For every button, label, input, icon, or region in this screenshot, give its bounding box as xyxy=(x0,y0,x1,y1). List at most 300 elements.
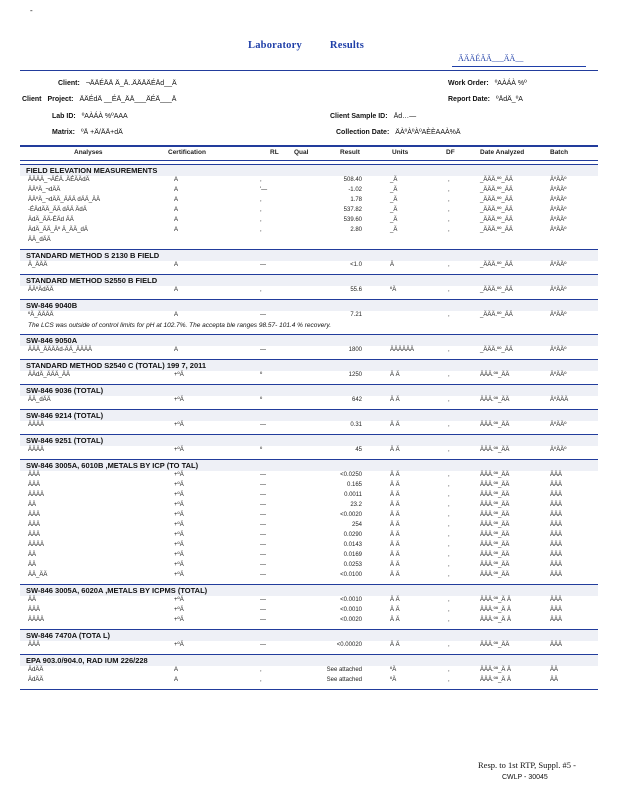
cell-rl: , xyxy=(260,287,262,293)
cell-df: , xyxy=(448,552,450,558)
cell-df: , xyxy=(448,217,450,223)
cell-cert: +ºÄ xyxy=(174,502,184,508)
cell-df: , xyxy=(448,667,450,673)
cell-result: 0.0253 xyxy=(343,562,362,568)
cell-cert: +ºÄ xyxy=(174,617,184,623)
cell-units: Ä Ä xyxy=(390,502,400,508)
cell-analyte: -ÉÄdÄÄ_ÄÄ dÄÄ ÄdÄ xyxy=(28,207,87,213)
cell-rl: — xyxy=(260,552,266,558)
cell-result: 0.0011 xyxy=(344,492,362,498)
cell-cert: +ºÄ xyxy=(174,607,184,613)
cell-result: 0.165 xyxy=(346,482,362,488)
cell-date: ÄÄÄ.ºº_Ä Ä xyxy=(480,677,512,683)
cell-df: , xyxy=(448,312,450,318)
cell-cert: +ºÄ xyxy=(174,472,184,478)
cell-rl: — xyxy=(260,312,266,318)
cell-cert: +ºÄ xyxy=(174,532,184,538)
col-df: DF xyxy=(446,149,455,156)
cell-batch: ÄºÄÄº xyxy=(550,197,567,203)
table-row xyxy=(22,597,598,607)
section-header: SW-846 9251 (TOTAL) xyxy=(20,434,598,446)
cell-analyte: ÄÄÄ_ÄÄÄÄd-ÄÄ_ÄÄÄÄ xyxy=(28,347,93,353)
cell-result: 642 xyxy=(351,397,362,403)
cell-batch: ÄÄÄ xyxy=(550,597,563,603)
cell-analyte: ÄÄºÄdÄÄ xyxy=(28,287,54,293)
cell-date: ÄÄÄ.ºº_ÄÄ xyxy=(480,542,510,548)
cell-cert: A xyxy=(174,347,179,353)
table-row xyxy=(22,197,598,207)
cell-analyte: ÄÄdÄ_ÄÄÄ_ÄÄ xyxy=(28,372,71,378)
cell-analyte: ÄÄ_ÄÄ xyxy=(28,572,48,578)
cell-cert: +ºÄ xyxy=(174,552,184,558)
table-row xyxy=(22,617,598,627)
cell-rl: — xyxy=(260,512,266,518)
cell-analyte: ÄdÄÄ xyxy=(28,667,44,673)
cell-df: , xyxy=(448,262,450,268)
cell-rl: '— xyxy=(260,187,268,193)
cell-batch: ÄºÄÄº xyxy=(550,372,567,378)
cell-result: 0.0143 xyxy=(343,542,362,548)
cell-batch: ÄÄÄ xyxy=(550,642,563,648)
section-header: SW-846 9040B xyxy=(20,299,598,311)
cell-df: , xyxy=(448,287,450,293)
section-header: SW-846 7470A (TOTA L) xyxy=(20,629,598,641)
cell-batch: ÄºÄÄÄ xyxy=(550,397,569,403)
cell-date: _ÄÄÄ.ºº_ÄÄ xyxy=(480,262,513,268)
cell-analyte: ÄÄÄ xyxy=(28,472,41,478)
cell-cert: A xyxy=(174,287,179,293)
columns-rule xyxy=(20,160,598,161)
cell-analyte: Ä_ÄÄÄ xyxy=(28,262,48,268)
client-project-label: Client xyxy=(22,96,42,103)
cell-date: ÄÄÄ.ºº_ÄÄ xyxy=(480,472,510,478)
lab-id-label: Lab ID: xyxy=(52,113,76,120)
cell-cert: +ºÄ xyxy=(174,482,184,488)
project-row xyxy=(22,96,176,103)
cell-df: , xyxy=(448,482,450,488)
cell-cert: A xyxy=(174,677,179,683)
cell-date: _ÄÄÄ.ºº_ÄÄ xyxy=(480,177,513,183)
cell-df: , xyxy=(448,187,450,193)
table-row xyxy=(22,372,598,382)
cell-date: ÄÄÄ.ºº_ÄÄ xyxy=(480,482,510,488)
cell-cert: +ºÄ xyxy=(174,512,184,518)
lab-id-row xyxy=(52,113,128,120)
work-order-label: Work Order: xyxy=(448,80,489,87)
cell-df: , xyxy=(448,227,450,233)
table-end-rule xyxy=(20,689,598,690)
cell-units: Ä Ä xyxy=(390,617,400,623)
section-header: STANDARD METHOD S2540 C (TOTAL) 199 7, 2011 xyxy=(20,359,598,371)
col-units: Units xyxy=(392,149,409,156)
table-row xyxy=(22,532,598,542)
cell-analyte: ÄÄÄ xyxy=(28,522,41,528)
cell-units: Ä Ä xyxy=(390,542,400,548)
cell-cert: +ºÄ xyxy=(174,562,184,568)
client-label: Client: xyxy=(58,80,80,87)
cell-date: ÄÄÄ.ºº_ÄÄ xyxy=(480,532,510,538)
cell-df: , xyxy=(448,347,450,353)
cell-units: Ä Ä xyxy=(390,522,400,528)
page-title xyxy=(248,40,392,51)
report-date-label: Report Date: xyxy=(448,96,491,103)
cell-units: ºÄ xyxy=(390,287,397,293)
cell-df: , xyxy=(448,177,450,183)
cell-result: 0.31 xyxy=(350,422,362,428)
cell-rl: , xyxy=(260,177,262,183)
cell-units: Ä Ä xyxy=(390,482,400,488)
table-row xyxy=(22,512,598,522)
cell-cert: +ºÄ xyxy=(174,492,184,498)
cell-rl: , xyxy=(260,197,262,203)
cell-df: , xyxy=(448,642,450,648)
cell-rl: — xyxy=(260,532,266,538)
cell-cert: +ºÄ xyxy=(174,397,184,403)
cell-units: _Ä xyxy=(390,197,398,203)
section-header: EPA 903.0/904.0, RAD IUM 226/228 xyxy=(20,654,598,666)
cell-analyte: ÄdÄÄ xyxy=(28,677,44,683)
cell-date: _ÄÄÄ.ºº_ÄÄ xyxy=(480,227,513,233)
cell-units: _Ä xyxy=(390,177,398,183)
cell-batch: ÄÄÄ xyxy=(550,502,563,508)
cell-result: 254 xyxy=(351,522,362,528)
cell-result: See attached xyxy=(326,667,362,673)
cell-rl: — xyxy=(260,642,266,648)
cell-rl: — xyxy=(260,262,266,268)
cell-rl: º xyxy=(260,372,263,378)
collection-date-row xyxy=(336,129,461,136)
cell-batch: ÄÄÄ xyxy=(550,552,563,558)
cell-result: <0.0010 xyxy=(340,597,362,603)
cell-date: _ÄÄÄ.ºº_ÄÄ xyxy=(480,207,513,213)
cell-cert: +ºÄ xyxy=(174,572,184,578)
cell-result: See attached xyxy=(326,677,362,683)
cell-result: 1.78 xyxy=(350,197,362,203)
cell-result: 0.0290 xyxy=(343,532,362,538)
table-row xyxy=(22,542,598,552)
table-row xyxy=(22,422,598,432)
cell-df: , xyxy=(448,532,450,538)
col-qual: Qual xyxy=(294,149,309,156)
table-row xyxy=(22,522,598,532)
cell-date: _ÄÄÄ.ºº_ÄÄ xyxy=(480,217,513,223)
cell-batch: ÄºÄÄº xyxy=(550,177,567,183)
cell-batch: ÄºÄÄº xyxy=(550,207,567,213)
cell-units: Ä Ä xyxy=(390,492,400,498)
client-sample-row xyxy=(330,113,416,120)
cell-analyte: ÄÄÄÄ xyxy=(28,617,45,623)
cell-date: ÄÄÄ.ºº_Ä Ä xyxy=(480,597,512,603)
cell-cert: +ºÄ xyxy=(174,372,184,378)
cell-df: , xyxy=(448,447,450,453)
cell-units: Ä Ä xyxy=(390,607,400,613)
cell-batch: ÄºÄÄº xyxy=(550,347,567,353)
cell-date: ÄÄÄ.ºº_ÄÄ xyxy=(480,552,510,558)
cell-result: <0.00020 xyxy=(336,642,362,648)
cell-date: ÄÄÄ.ºº_Ä Ä xyxy=(480,667,512,673)
cell-units: ºÄ xyxy=(390,677,397,683)
cell-batch: ÄÄÄ xyxy=(550,472,563,478)
cell-date: _ÄÄÄ.ºº_ÄÄ xyxy=(480,347,513,353)
cell-batch: ÄºÄÄº xyxy=(550,312,567,318)
extra-line-text: ÄÄ_dÄÄ xyxy=(28,237,51,243)
cell-batch: ÄºÄÄº xyxy=(550,422,567,428)
cell-analyte: ÄÄÄÄ xyxy=(28,422,45,428)
cell-cert: A xyxy=(174,262,179,268)
cell-cert: A xyxy=(174,667,179,673)
header-top-rule xyxy=(20,70,598,71)
table-row xyxy=(22,667,598,677)
cell-result: 55.6 xyxy=(350,287,362,293)
cell-rl: — xyxy=(260,482,266,488)
cell-rl: , xyxy=(260,677,262,683)
collection-date-label: Collection Date: xyxy=(336,129,390,136)
cell-result: <0.0250 xyxy=(340,472,362,478)
cell-units: Ä Ä xyxy=(390,472,400,478)
report-date-row xyxy=(448,96,523,103)
top-link-underline xyxy=(452,66,586,67)
cell-batch: ÄºÄÄº xyxy=(550,227,567,233)
table-row xyxy=(22,207,598,217)
cell-df: , xyxy=(448,502,450,508)
table-row xyxy=(22,217,598,227)
lab-id-value: ºAÀÁÀ %ºAAA xyxy=(81,113,128,120)
cell-cert: A xyxy=(174,217,179,223)
cell-analyte: ÄÄÄ xyxy=(28,482,41,488)
matrix-label: Matrix: xyxy=(52,129,75,136)
cell-batch: ÄÄÄ xyxy=(550,562,563,568)
client-sample-value: Äd…— xyxy=(393,113,417,120)
cell-rl: , xyxy=(260,667,262,673)
cell-units: Ä Ä xyxy=(390,447,400,453)
cell-units: _Ä xyxy=(390,227,398,233)
table-row xyxy=(22,642,598,652)
matrix-row xyxy=(52,129,123,136)
cell-batch: ÄÄ xyxy=(550,667,559,673)
col-certification: Certification xyxy=(168,149,206,156)
cell-rl: º xyxy=(260,397,263,403)
cell-date: _ÄÄÄ.ºº_ÄÄ xyxy=(480,197,513,203)
cell-df: , xyxy=(448,472,450,478)
cell-cert: A xyxy=(174,312,179,318)
client-sample-label: Client Sample ID: xyxy=(330,113,388,120)
cell-units: Ä Ä xyxy=(390,572,400,578)
table-row xyxy=(22,262,598,272)
cell-units: _Ä xyxy=(390,187,398,193)
cell-df: , xyxy=(448,422,450,428)
cell-date: ÄÄÄ.ºº_ÄÄ xyxy=(480,512,510,518)
table-row xyxy=(22,472,598,482)
cell-result: 537.82 xyxy=(343,207,362,213)
cell-analyte: ÄÄ xyxy=(28,502,37,508)
cell-result: 539.60 xyxy=(343,217,362,223)
cell-df: , xyxy=(448,542,450,548)
cell-rl: — xyxy=(260,597,266,603)
cell-date: _ÄÄÄ.ºº_ÄÄ xyxy=(480,187,513,193)
table-row xyxy=(22,572,598,582)
cell-units: ÄÄÄÄÄÄ xyxy=(390,347,415,353)
table-row xyxy=(22,397,598,407)
cell-batch: ÄÄÄ xyxy=(550,572,563,578)
cell-rl: — xyxy=(260,347,266,353)
cell-result: <0.0020 xyxy=(340,512,362,518)
table-row xyxy=(22,552,598,562)
cell-batch: ÄÄÄ xyxy=(550,607,563,613)
corner-mark: - xyxy=(30,6,33,15)
cell-date: ÄÄÄ.ºº_ÄÄ xyxy=(480,502,510,508)
collection-date-value: ÄÀºÀºÀºAÈÈAAÀ%Ä xyxy=(395,129,461,136)
table-row xyxy=(22,447,598,457)
cell-batch: ÄÄÄ xyxy=(550,542,563,548)
cell-df: , xyxy=(448,372,450,378)
col-analyses: Analyses xyxy=(74,149,103,156)
section-header: SW-846 3005A, 6010B ,METALS BY ICP (TO TAL) xyxy=(20,459,598,471)
cell-df: , xyxy=(448,512,450,518)
table-row xyxy=(22,677,598,687)
cell-rl: — xyxy=(260,472,266,478)
cell-date: _ÄÄÄ.ºº_ÄÄ xyxy=(480,287,513,293)
title-laboratory: Laboratory xyxy=(248,40,302,51)
table-row xyxy=(22,287,598,297)
cell-batch: ÄÄ xyxy=(550,677,559,683)
cell-units: Ä Ä xyxy=(390,512,400,518)
cell-rl: — xyxy=(260,617,266,623)
cell-units: _Ä xyxy=(390,207,398,213)
col-rl: RL xyxy=(270,149,279,156)
cell-units: Ä Ä xyxy=(390,552,400,558)
table-row xyxy=(22,502,598,512)
cell-date: ÄÄÄ.ºº_ÄÄ xyxy=(480,572,510,578)
cell-result: 2.80 xyxy=(350,227,362,233)
cell-result: <0.0010 xyxy=(340,607,362,613)
cell-batch: ÄÄÄ xyxy=(550,482,563,488)
table-row xyxy=(22,227,598,237)
table-row xyxy=(22,607,598,617)
cell-units: Ä Ä xyxy=(390,372,400,378)
cell-units: Ä Ä xyxy=(390,642,400,648)
client-value: ¬ÄÄÉÄÄ Ä_Ä..ÄÄÄÄÉÄd__Ä xyxy=(85,80,177,87)
cell-units: Ä xyxy=(390,262,395,268)
cell-cert: A xyxy=(174,227,179,233)
cell-rl: — xyxy=(260,492,266,498)
cell-analyte: ÄdÄ_ÄÄ_Äº Ä_ÄÄ_dÄ xyxy=(28,227,88,233)
cell-analyte: ÄÄÄ xyxy=(28,607,41,613)
cell-batch: ÄºÄÄº xyxy=(550,447,567,453)
cell-date: ÄÄÄ.ºº_ÄÄ xyxy=(480,372,510,378)
cell-date: ÄÄÄ.ºº_ÄÄ xyxy=(480,447,510,453)
cell-units: Ä Ä xyxy=(390,397,400,403)
cell-df: , xyxy=(448,572,450,578)
cell-df: , xyxy=(448,597,450,603)
cell-result: <0.0020 xyxy=(340,617,362,623)
cell-rl: — xyxy=(260,502,266,508)
cell-df: , xyxy=(448,522,450,528)
table-row xyxy=(22,187,598,197)
table-row xyxy=(22,492,598,502)
cell-batch: ÄÄÄ xyxy=(550,512,563,518)
section-header: SW-846 3005A, 6020A ,METALS BY ICPMS (TOTAL) xyxy=(20,584,598,596)
cell-units: Ä Ä xyxy=(390,597,400,603)
cell-cert: +ºÄ xyxy=(174,597,184,603)
cell-cert: +ºÄ xyxy=(174,447,184,453)
title-results: Results xyxy=(329,40,364,51)
cell-cert: +ºÄ xyxy=(174,522,184,528)
footer-id: CWLP - 30045 xyxy=(502,774,548,781)
cell-date: ÄÄÄ.ºº_ÄÄ xyxy=(480,562,510,568)
cell-date: ÄÄÄ.ºº_ÄÄ xyxy=(480,422,510,428)
cell-cert: A xyxy=(174,207,179,213)
section-header: SW-846 9214 (TOTAL) xyxy=(20,409,598,421)
cell-analyte: ÄÄÄÄ xyxy=(28,542,45,548)
cell-df: , xyxy=(448,492,450,498)
cell-units: Ä Ä xyxy=(390,562,400,568)
cell-result: -1.02 xyxy=(348,187,362,193)
cell-result: 0.0169 xyxy=(343,552,362,558)
cell-batch: ÄºÄÄº xyxy=(550,217,567,223)
col-result: Result xyxy=(340,149,360,156)
table-row xyxy=(22,562,598,572)
cell-batch: ÄÄÄ xyxy=(550,617,563,623)
cell-result: 508.40 xyxy=(343,177,362,183)
cell-rl: , xyxy=(260,227,262,233)
cell-rl: º xyxy=(260,447,263,453)
cell-analyte: ÄÄÄ xyxy=(28,512,41,518)
cell-analyte: ÄÄ xyxy=(28,562,37,568)
cell-date: _ÄÄÄ.ºº_ÄÄ xyxy=(480,312,513,318)
cell-units: ºÄ xyxy=(390,667,397,673)
section-header: STANDARD METHOD S2550 B FIELD xyxy=(20,274,598,286)
cell-rl: , xyxy=(260,207,262,213)
cell-rl: — xyxy=(260,422,266,428)
cell-result: <0.0100 xyxy=(340,572,362,578)
cell-rl: , xyxy=(260,217,262,223)
client-row xyxy=(58,80,177,87)
cell-analyte: ÄÄ xyxy=(28,597,37,603)
cell-analyte: ÄdÄ_ÄÄ-ÉÄd ÄÄ xyxy=(28,217,74,223)
section-header: SW-846 9050A xyxy=(20,334,598,346)
table-row xyxy=(22,312,598,322)
cell-analyte: ÄÄºÄ_¬dÄÄ_ÄÄÄ dÄÄ_ÄÄ xyxy=(28,197,101,203)
cell-date: ÄÄÄ.ºº_ÄÄ xyxy=(480,492,510,498)
cell-result: 45 xyxy=(355,447,362,453)
cell-date: ÄÄÄ.ºº_ÄÄ xyxy=(480,522,510,528)
section-header: STANDARD METHOD S 2130 B FIELD xyxy=(20,249,598,261)
cell-batch: ÄºÄÄº xyxy=(550,287,567,293)
cell-date: ÄÄÄ.ºº_Ä Ä xyxy=(480,607,512,613)
table-row xyxy=(22,177,598,187)
col-batch: Batch xyxy=(550,149,569,156)
col-date-analyzed: Date Analyzed xyxy=(480,149,525,156)
cell-rl: — xyxy=(260,607,266,613)
cell-analyte: ÄÄºÄ_¬dÄÄ xyxy=(28,187,61,193)
cell-rl: — xyxy=(260,562,266,568)
cell-cert: +ºÄ xyxy=(174,542,184,548)
section-extra-line xyxy=(22,237,598,247)
footer-text: Resp. to 1st RTP, Suppl. #5 - xyxy=(478,760,576,770)
cell-cert: +ºÄ xyxy=(174,642,184,648)
cell-df: , xyxy=(448,677,450,683)
cell-analyte: ºÄ_ÄÄÄÄ xyxy=(28,312,54,318)
cell-analyte: ÄÄÄÄ xyxy=(28,447,45,453)
cell-batch: ÄÄÄ xyxy=(550,532,563,538)
project-value: ÄÄÉdÄ __ÉÄ_ÄÄ___ÄÉÄ___Ä xyxy=(79,96,177,103)
cell-result: <1.0 xyxy=(350,262,362,268)
section-note: The LCS was outside of control limits for pH at 102.7%. The accepta ble ranges 98.57- 101.4 % recovery. xyxy=(28,322,332,329)
top-link[interactable]: ÄÄÄÉÄÄ___ÄÄ__ xyxy=(458,54,524,63)
cell-df: , xyxy=(448,207,450,213)
cell-analyte: ÄÄ xyxy=(28,552,37,558)
cell-rl: — xyxy=(260,542,266,548)
